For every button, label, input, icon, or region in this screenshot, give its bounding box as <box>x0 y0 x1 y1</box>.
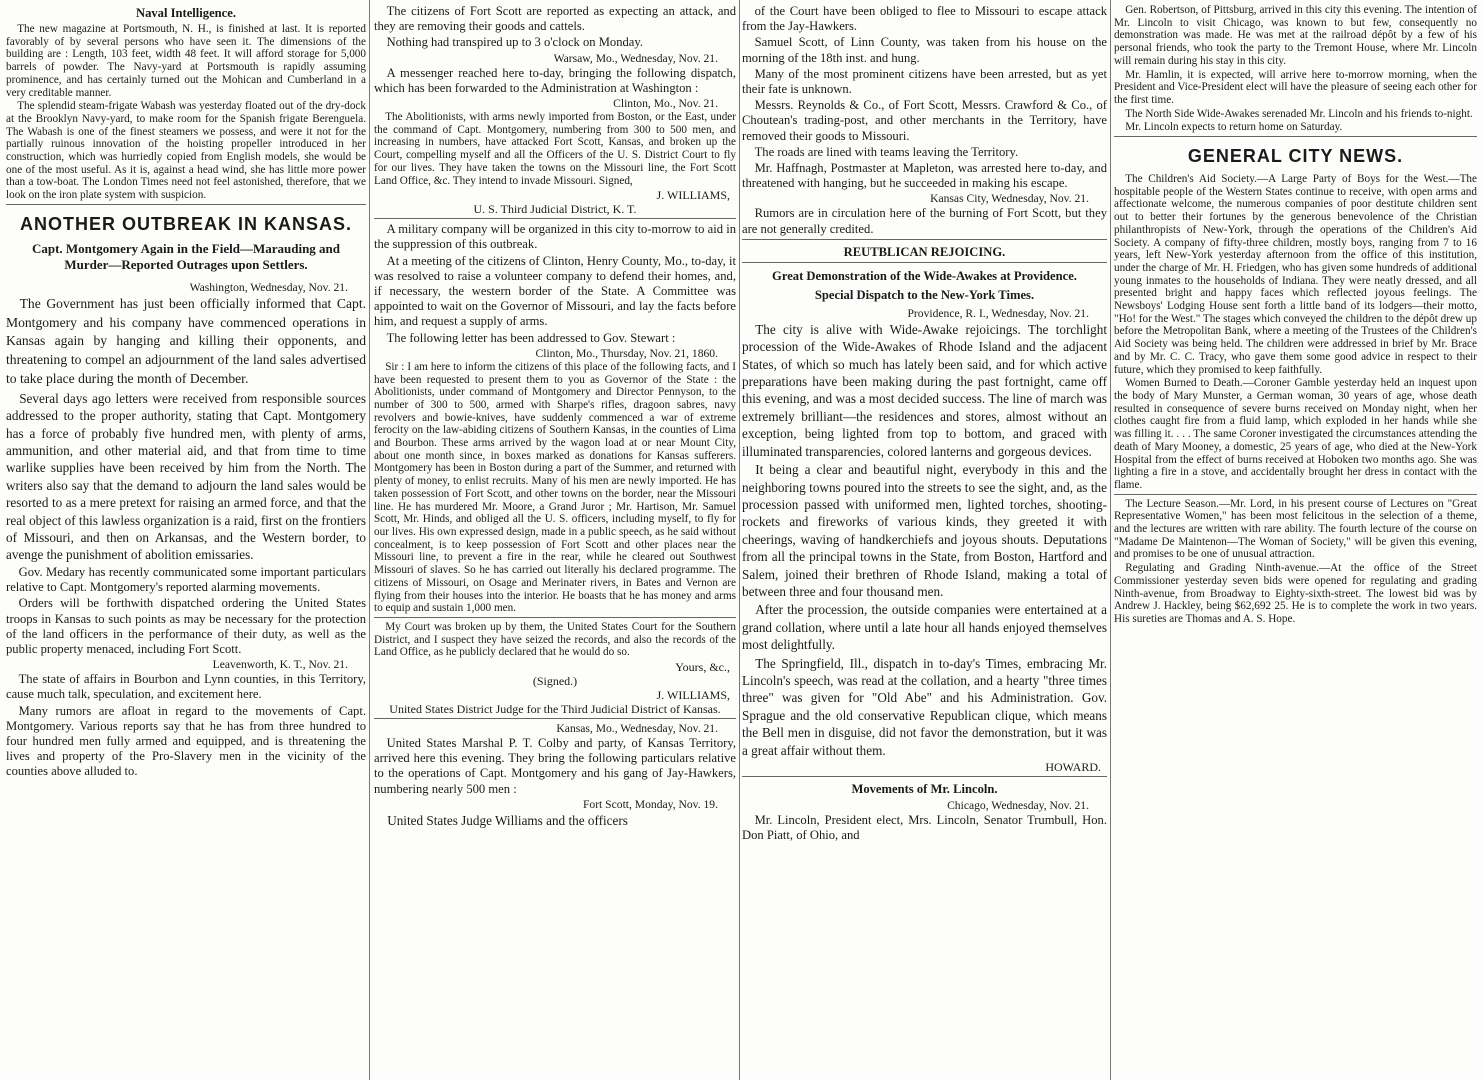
dateline: Clinton, Mo., Nov. 21. <box>613 97 718 111</box>
column-3 <box>742 4 1107 1078</box>
signature: Yours, &c., <box>675 660 730 675</box>
kansas-mo-dispatch <box>374 718 736 829</box>
signature-title: U. S. Third Judicial District, K. T. <box>473 202 637 217</box>
article-headline: ANOTHER OUTBREAK IN KANSAS. <box>19 213 352 234</box>
paragraph: At a meeting of the citizens of Clinton, Henry County, Mo., to-day, it was resolved to raise a volunteer company to defend their homes, and, if necessary, the western border of the State. A Committee was appointed to wait on the Governor of Missouri, and lay the facts before him, and request a supply of arms. <box>374 253 736 329</box>
paragraph: Regulating and Grading Ninth-avenue.—At the office of the Street Commissioner yesterday seven bids were opened for regulating and grading Ninth-avenue, from Broadway to Eighty-sixth-street. The lowest bid was by Andrew J. Hackley, being $62,692 25. He is to complete the work in two years. His sureties are Thomas and A. S. Hope. <box>1114 562 1477 625</box>
letter-continued <box>374 617 736 716</box>
article-subheadline: Capt. Montgomery Again in the Field—Marauding and Murder—Reported Outrages upon Settlers. <box>31 240 341 272</box>
paragraph: After the procession, the outside companies were entertained at a grand collation, where until a late hour all hands enjoyed themselves most delightfully. <box>742 602 1107 653</box>
letter-paragraph: Sir : I am here to inform the citizens of this place of the following facts, and I have been requested to present them to you as Governor of the State : the Abolitionists, under command of Montgomery and Director Pennyson, to the number of 300 to 500, armed with Sharpe's rifles, dragoon sabres, navy revolvers and bowie-knives, have suddenly commenced a war of extreme ferocity on the law-abiding citizens of Southern Kansas, in the counties of Lima and Bourbon. These arms arrived by the wagon load at or near Mount City, about one month since, in boxes marked as donations for Kansas sufferers. Montgomery has been in Boston during a part of the Summer, and returned with plenty of money, to enlist recruits. Many of his men are newly imported. He has taken possession of Fort Scott, and other towns on the border, near the Missouri line. He has murdered Mr. Moore, a Grand Juror ; Mr. Hartison, Mr. Samuel Scott, Mr. Hinds, and obliged all the U. S. officers, including myself, to fly for our lives. His own expressed design, made in a public speech, as he said without concealment, is to keep possession of Fort Scott and other places near the Missouri line, to prevent a fire in the rear, while he cleared out Southwest Missouri of slaves. So he has carried out literally his declared programme. The citizens of Missouri, on Osage and Merinater rivers, in Bates and Vernon are flying from their houses into the interior. He boasts that he has money and arms to equip and sustain 1,000 men. <box>374 360 736 615</box>
paragraph: Women Burned to Death.—Coroner Gamble yesterday held an inquest upon the body of Mary Munster, a German woman, 30 years of age, whose death resulted in consequence of severe burns received on Monday night, when her clothes caught fire from a fluid lamp, which exploded in her hands while she was filling it. . . . The same Coroner investigated the circumstances attending the death of Mary Mooney, a domestic, 25 years of age, who died at the New-York Hospital from the effect of burns received at Hoboken two months ago. She was lighting a fire in a stove, and accidentally brought her dress in contact with the flame. <box>1114 377 1477 491</box>
paragraph: The Children's Aid Society.—A Large Party of Boys for the West.—The hospitable people of the Western States continue to receive, with open arms and affectionate welcome, the numerous companies of poor destitute children sent out to better their fortunes by the generous benevolence of the Christian philanthropists of New-York, through the operations of the Children's Aid Society. A company of fifty-three children, mostly boys, ranging from 7 to 16 years, left New-York yesterday afternoon from the office of this institution, under the charge of Mr. H. Friedgen, who has given some hundreds of additional young inmates to the households of Indiana. They were neatly dressed, and all presented bright and happy faces which reflected joyous feelings. The Newsboys' Lodging House sent forth a little band of its lodgers—their motto, "Ho! for the West." The stages which conveyed the children to the dépôt drew up before the Metropolitan Bank, where a meeting of the Trustees of the Children's Aid Society was being held. The children were addressed in brief by Mr. Brace and by Mr. C. C. Tracy, who gave them some good advice in respect to their future, which they promised to keep faithfully. <box>1114 173 1477 376</box>
paragraph: United States Marshal P. T. Colby and party, of Kansas Territory, arrived here this evening. They bring the following particulars relative to the operations of Capt. Montgomery and his gang of Jay-Hawkers, numbering nearly 500 men : <box>374 736 736 796</box>
fort-scott-continued <box>742 4 1107 237</box>
dateline: Chicago, Wednesday, Nov. 21. <box>947 799 1089 812</box>
signed-label: (Signed.) <box>532 674 578 689</box>
kansas-continued <box>374 4 736 216</box>
article-headline: GENERAL CITY NEWS. <box>1187 146 1404 167</box>
paragraph: Many of the most prominent citizens have been arrested, but as yet their fate is unknown. <box>742 66 1107 97</box>
paragraph: A military company will be organized in this city to-morrow to aid in the suppression of this outbreak. <box>374 222 736 252</box>
naval-intelligence-article <box>6 6 366 202</box>
paragraph: Mr. Haffnagh, Postmaster at Mapleton, was arrested here to-day, and threatened with hanging, but he succeeded in making his escape. <box>742 161 1107 191</box>
paragraph: The city is alive with Wide-Awake rejoicings. The torchlight procession of the Wide-Awakes of Rhode Island and the adjacent States, of which so much has lately been said, and for which active preparations have been making during the past fortnight, came off this evening, and was a most decided success. The line of march was extremely brilliant—the residences and stores, almost without an exception, being lighted from top to bottom, and graced with illuminated transparencies, colored lanterns and gorgeous devices. <box>742 321 1107 459</box>
dateline: Providence, R. I., Wednesday, Nov. 21. <box>907 306 1089 320</box>
paragraph: of the Court have been obliged to flee to Missouri to escape attack from the Jay-Hawkers. <box>742 4 1107 34</box>
signature-title: United States District Judge for the Third Judicial District of Kansas. <box>389 702 721 717</box>
lecture-season-article <box>1114 494 1477 626</box>
article-heading: Movements of Mr. Lincoln. <box>851 782 998 796</box>
paragraph: Samuel Scott, of Linn County, was taken from his house on the morning of the 18th inst. and hung. <box>742 35 1107 65</box>
paragraph: Mr. Hamlin, it is expected, will arrive here to-morrow morning, when the President and Vice-President elect will have the pleasure of seeing each other for the first time. <box>1114 68 1477 106</box>
article-heading: Naval Intelligence. <box>135 6 237 20</box>
dateline: Kansas, Mo., Wednesday, Nov. 21. <box>556 722 718 736</box>
article-subheadline: Great Demonstration of the Wide-Awakes at Providence. <box>772 268 1077 283</box>
dateline: Washington, Wednesday, Nov. 21. <box>189 280 348 294</box>
column-rule <box>369 0 370 1080</box>
paragraph: The Government has just been officially informed that Capt. Montgomery and his company have commenced operations in Kansas again by hanging and killing their opponents, and threatening to compel an adjournment of the land sales advertised to take place during the month of December. <box>6 295 366 387</box>
paragraph: The North Side Wide-Awakes serenaded Mr. Lincoln and his friends to-night. <box>1125 107 1473 120</box>
paragraph: The Springfield, Ill., dispatch in to-day's Times, embracing Mr. Lincoln's speech, was read at the collation, and a hearty "three times three" was given for "Old Abe" and his Administration. Gov. Sprague and the old conservative Republican clique, which means the Bell men in disguise, did not favor the demonstration, but it was a great affair without them. <box>742 655 1107 758</box>
paragraph: Mr. Lincoln, President elect, Mrs. Lincoln, Senator Trumbull, Hon. Don Piatt, of Ohio, and <box>742 813 1107 843</box>
dateline: Leavenworth, K. T., Nov. 21. <box>212 658 348 672</box>
paragraph: Nothing had transpired up to 3 o'clock on Monday. <box>386 35 644 50</box>
paragraph: The citizens of Fort Scott are reported as expecting an attack, and they are removing their goods and cattels. <box>374 4 736 34</box>
paragraph: It being a clear and beautiful night, everybody in this and the neighboring towns poured into the streets to see the sight, and, as the procession passed with uniformed men, lighted torches, shooting-rockets and fireworks of various kinds, they greeted it with cheerings, waving of handkerchiefs and joyous shouts. Deputations from all the principal towns in the State, from Boston, Hartford and Salem, joined their brethren of Rhode Island, making a total of between three and four thousand men. <box>742 462 1107 599</box>
letter-paragraph: My Court was broken up by them, the United States Court for the Southern District, and I suspect they have seized the records, and also the records of the Land Office, as he publicly declared that he would do so. <box>374 620 736 659</box>
column-4 <box>1114 4 1477 1078</box>
paragraph: United States Judge Williams and the officers <box>387 812 628 828</box>
column-1 <box>6 4 366 1078</box>
paragraph: The Lecture Season.—Mr. Lord, in his present course of Lectures on "Great Representative Women," has been most felicitous in the selection of a theme, and the lectures are written with rare ability. The fourth lecture of the course on "Madame De Maintenon—The Woman of Society," will be given this evening, and promises to be one of unusual attraction. <box>1114 497 1477 561</box>
paragraph: The Abolitionists, with arms newly imported from Boston, or the East, under the command of Capt. Montgomery, numbering from 300 to 500 men, and increasing in numbers, have attacked Fort Scott, Kansas, and broken up the Court, compelling myself and all the Officers of the U. S. District Court to fly for our lives. They have taken the towns on the Missouri line, the Fort Scott Land Office, &c. They intend to invade Missouri. Signed, <box>374 111 736 187</box>
column-rule <box>739 0 740 1080</box>
paragraph: The following letter has been addressed to Gov. Stewart : <box>386 330 676 345</box>
signature: J. WILLIAMS, <box>656 188 730 203</box>
article-heading: REUTBLICAN REJOICING. <box>843 244 1006 259</box>
dateline: Clinton, Mo., Thursday, Nov. 21, 1860. <box>535 346 718 360</box>
paragraph: The state of affairs in Bourbon and Lynn counties, in this Territory, cause much talk, speculation, and excitement here. <box>6 672 366 702</box>
lincoln-movements-article <box>742 776 1107 843</box>
paragraph: The splendid steam-frigate Wabash was yesterday floated out of the dry-dock at the Brooklyn Navy-yard, to make room for the Spanish frigate Berenguela. The Wabash is one of the finest steamers we possess, and were it not for the partially ruinous innovation of the hoisting propeller introduced in her construction, which was hurriedly copied from English models, she would be one of the most useful. As it is, against a head wind, she has little more power than a tow-boat. The London Times need not feel astonished, therefore, that we look on the iron plate system with suspicion. <box>6 100 366 202</box>
paragraph: Messrs. Reynolds & Co., of Fort Scott, Messrs. Crawford & Co., of Choutean's trading-post, and other merchants in the Territory, have removed their goods to Missouri. <box>742 98 1107 143</box>
signature: J. WILLIAMS, <box>656 688 730 703</box>
paragraph: Many rumors are afloat in regard to the movements of Capt. Montgomery. Various reports say that he has from three hundred to four hundred men fully armed and equipped, and is threatening the lives and property of the Pro-Slavery men in the vicinity of the counties above alluded to. <box>6 703 366 779</box>
dateline: Kansas City, Wednesday, Nov. 21. <box>930 192 1089 206</box>
general-city-news-article <box>1114 136 1477 492</box>
paragraph: Several days ago letters were received from responsible sources addressed to the proper authority, stating that Capt. Montgomery has a force of probably five hundred men, with plenty of arms, ammunition, and other material aid, and that from time to time warlike supplies have been received by him from the North. The writers also say that the demand to adjourn the land sales would be resorted to as a mere pretext for raising an armed force, and that the real object of this lawless organization is a raid, first on the frontiers of Missouri, and then on Arkansas, and the Western border, to avenge the punishment of abolition emissaries. <box>6 390 366 563</box>
column-rule <box>1110 0 1111 1080</box>
article-subheadline: Special Dispatch to the New-York Times. <box>814 287 1035 302</box>
paragraph: The roads are lined with teams leaving the Territory. <box>754 144 1019 159</box>
clinton-meeting <box>374 218 736 615</box>
paragraph: A messenger reached here to-day, bringing the following dispatch, which has been forwarded to the Administration at Washington : <box>374 65 736 95</box>
paragraph: Rumors are in circulation here of the burning of Fort Scott, but they are not generally credited. <box>742 206 1107 236</box>
kansas-outbreak-article <box>6 204 366 780</box>
dateline: Warsaw, Mo., Wednesday, Nov. 21. <box>553 51 718 65</box>
paragraph: Gen. Robertson, of Pittsburg, arrived in this city this evening. The intention of Mr. Lincoln to visit Chicago, was known to but few, consequently no demonstration was made. He was met at the railroad dépôt by a few of his personal friends, who took the party to the Tremont House, where Mr. Lincoln will remain during his stay in this city. <box>1114 4 1477 67</box>
lincoln-continued <box>1114 4 1477 134</box>
republican-rejoicing-article <box>742 239 1107 259</box>
paragraph: The new magazine at Portsmouth, N. H., is finished at last. It is reported favorably of by several persons who have seen it. The dimensions of the building are : Length, 103 feet, width 48 feet. It will afford storage for 5,000 barrels of powder. The Navy-yard at Portsmouth is rapidly assuming prominence, and has certainly turned out the Mohican and Cumberland in a very creditable manner. <box>6 23 366 99</box>
dateline: Fort Scott, Monday, Nov. 19. <box>582 797 718 811</box>
paragraph: Mr. Lincoln expects to return home on Saturday. <box>1125 121 1343 134</box>
providence-article <box>742 262 1107 774</box>
column-2 <box>374 4 736 1078</box>
signature: HOWARD. <box>1045 760 1101 774</box>
paragraph: Orders will be forthwith dispatched ordering the United States troops in Kansas to such points as may be necessary for the protection of the land officers in the performance of their duty, as well as the public property menaced, including Fort Scott. <box>6 596 366 656</box>
paragraph: Gov. Medary has recently communicated some important particulars relative to Capt. Montgomery's reported alarming movements. <box>6 564 366 595</box>
